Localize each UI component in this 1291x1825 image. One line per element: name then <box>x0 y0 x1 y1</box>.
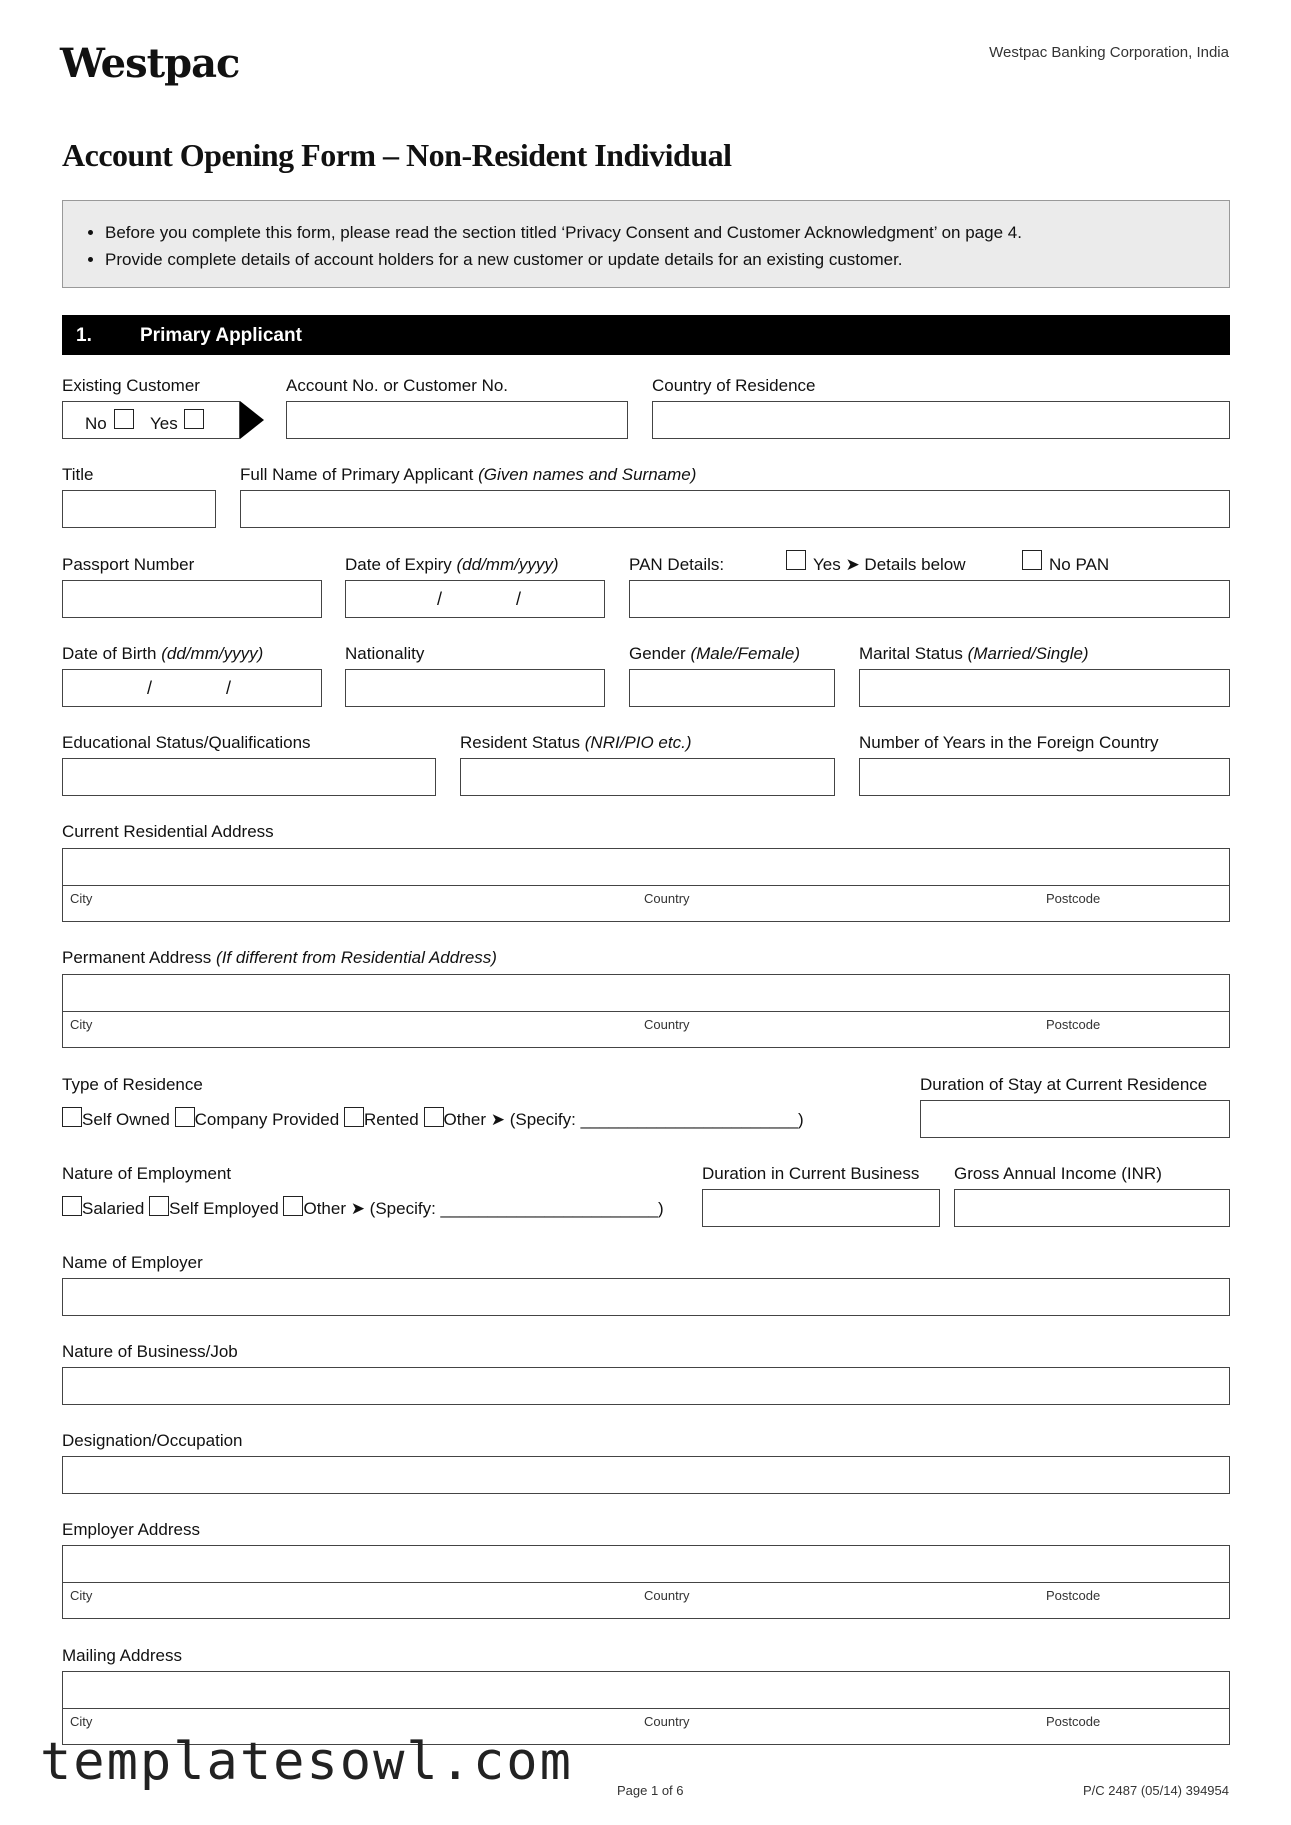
account-no-input[interactable] <box>286 401 628 439</box>
passport-label: Passport Number <box>62 555 195 574</box>
title-label: Title <box>62 465 94 484</box>
employment-other-checkbox[interactable] <box>283 1196 303 1216</box>
corporation-name: Westpac Banking Corporation, India <box>989 44 1229 61</box>
pan-label: PAN Details: <box>629 555 725 574</box>
education-label: Educational Status/Qualifications <box>62 733 311 752</box>
nature-employment-label: Nature of Employment <box>62 1164 232 1183</box>
country-label: Country <box>644 891 690 906</box>
instructions-box <box>62 200 1230 288</box>
salaried-checkbox[interactable] <box>62 1196 82 1216</box>
designation-label: Designation/Occupation <box>62 1431 243 1450</box>
page-title: Account Opening Form – Non-Resident Individual <box>62 137 732 173</box>
country-residence-label: Country of Residence <box>652 376 816 395</box>
notice-item: • Before you complete this form, please read the section titled ‘Privacy Consent and Customer Acknowledgment’ on page 4. <box>105 219 1229 246</box>
years-foreign-input[interactable] <box>859 758 1230 796</box>
existing-yes-checkbox[interactable] <box>184 409 204 429</box>
rented-checkbox[interactable] <box>344 1107 364 1127</box>
country-label: Country <box>644 1017 690 1032</box>
company-provided-checkbox[interactable] <box>175 1107 195 1127</box>
passport-input[interactable] <box>62 580 322 618</box>
no-label: No <box>85 414 107 433</box>
pan-input[interactable] <box>629 580 1230 618</box>
postcode-label: Postcode <box>1046 1714 1101 1729</box>
employer-name-input[interactable] <box>62 1278 1230 1316</box>
mailing-address-label: Mailing Address <box>62 1646 183 1665</box>
self-employed-checkbox[interactable] <box>149 1196 169 1216</box>
pan-yes-checkbox[interactable] <box>786 550 806 570</box>
nationality-label: Nationality <box>345 644 425 663</box>
marital-label: Marital Status (Married/Single) <box>859 644 1089 663</box>
resident-status-label: Resident Status (NRI/PIO etc.) <box>460 733 692 752</box>
postcode-label: Postcode <box>1046 1017 1101 1032</box>
dob-input[interactable] <box>62 669 322 707</box>
form-code: P/C 2487 (05/14) 394954 <box>1083 1783 1229 1798</box>
existing-no-checkbox[interactable] <box>114 409 134 429</box>
gender-input[interactable] <box>629 669 835 707</box>
duration-business-label: Duration in Current Business <box>702 1164 920 1183</box>
date-separator: / <box>516 589 522 609</box>
yes-label: Yes <box>150 414 178 433</box>
country-residence-input[interactable] <box>652 401 1230 439</box>
permanent-address-label: Permanent Address (If different from Residential Address) <box>62 948 497 967</box>
full-name-input[interactable] <box>240 490 1230 528</box>
existing-customer-label: Existing Customer <box>62 376 200 395</box>
postcode-label: Postcode <box>1046 1588 1101 1603</box>
type-residence-options: Self Owned Company Provided Rented Other ➤ (Specify: _______________________) <box>62 1107 804 1130</box>
employer-name-label: Name of Employer <box>62 1253 203 1272</box>
no-pan-checkbox[interactable] <box>1022 550 1042 570</box>
arrow-right-icon <box>240 401 264 439</box>
notice-item: • Provide complete details of account holders for a new customer or update details for an existing customer. <box>105 246 1229 273</box>
duration-stay-label: Duration of Stay at Current Residence <box>920 1075 1208 1094</box>
nationality-input[interactable] <box>345 669 605 707</box>
gross-income-label: Gross Annual Income (INR) <box>954 1164 1162 1183</box>
city-label: City <box>70 891 93 906</box>
type-residence-label: Type of Residence <box>62 1075 203 1094</box>
watermark: templatesowl.com <box>40 1732 573 1792</box>
country-label: Country <box>644 1714 690 1729</box>
section-title: Primary Applicant <box>140 325 302 346</box>
no-pan-label: No PAN <box>1049 555 1110 574</box>
gender-label: Gender (Male/Female) <box>629 644 801 663</box>
date-expiry-input[interactable] <box>345 580 605 618</box>
pan-yes-label: Yes ➤ Details below <box>813 555 966 574</box>
page-number: Page 1 of 6 <box>617 1783 684 1798</box>
duration-stay-input[interactable] <box>920 1100 1230 1138</box>
employer-address-label: Employer Address <box>62 1520 200 1539</box>
current-address-label: Current Residential Address <box>62 822 274 841</box>
section-header <box>62 315 1230 355</box>
nature-business-label: Nature of Business/Job <box>62 1342 238 1361</box>
account-no-label: Account No. or Customer No. <box>286 376 509 395</box>
education-input[interactable] <box>62 758 436 796</box>
postcode-label: Postcode <box>1046 891 1101 906</box>
resident-status-input[interactable] <box>460 758 835 796</box>
designation-input[interactable] <box>62 1456 1230 1494</box>
city-label: City <box>70 1714 93 1729</box>
title-input[interactable] <box>62 490 216 528</box>
nature-business-input[interactable] <box>62 1367 1230 1405</box>
date-separator: / <box>147 678 153 698</box>
gross-income-input[interactable] <box>954 1189 1230 1227</box>
date-separator: / <box>226 678 232 698</box>
employment-options: Salaried Self Employed Other ➤ (Specify: _______________________) <box>62 1196 664 1219</box>
residence-other-checkbox[interactable] <box>424 1107 444 1127</box>
years-foreign-label: Number of Years in the Foreign Country <box>859 733 1159 752</box>
duration-business-input[interactable] <box>702 1189 940 1227</box>
full-name-label: Full Name of Primary Applicant (Given names and Surname) <box>240 465 697 484</box>
section-number: 1. <box>76 325 92 346</box>
westpac-logo: Westpac <box>60 40 240 87</box>
marital-input[interactable] <box>859 669 1230 707</box>
country-label: Country <box>644 1588 690 1603</box>
dob-label: Date of Birth (dd/mm/yyyy) <box>62 644 264 663</box>
city-label: City <box>70 1017 93 1032</box>
date-expiry-label: Date of Expiry (dd/mm/yyyy) <box>345 555 559 574</box>
city-label: City <box>70 1588 93 1603</box>
self-owned-checkbox[interactable] <box>62 1107 82 1127</box>
date-separator: / <box>437 589 443 609</box>
